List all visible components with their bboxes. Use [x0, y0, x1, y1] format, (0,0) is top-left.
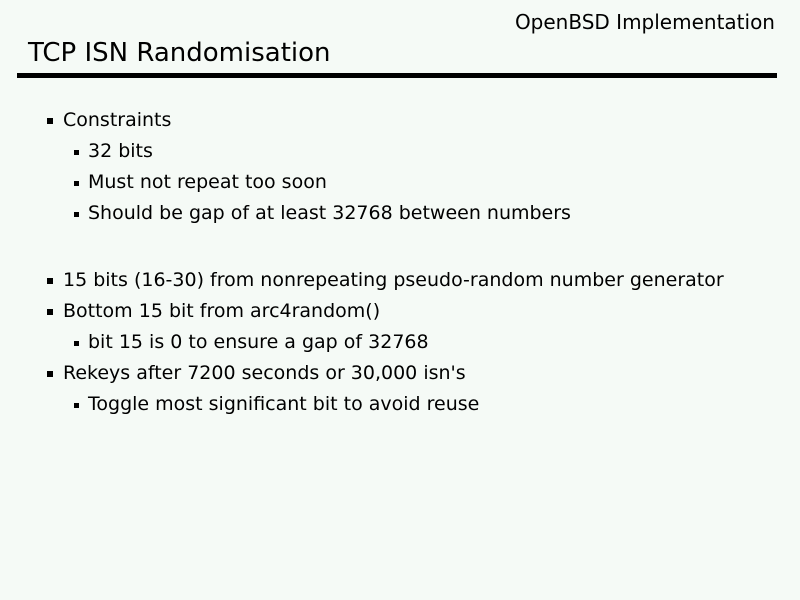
bullet-item	[0, 296, 800, 327]
bullet-item	[0, 265, 800, 296]
bullet-item-label: bit 15 is 0 to ensure a gap of 32768	[88, 331, 429, 353]
page-title: TCP ISN Randomisation	[28, 38, 331, 68]
bullet-item	[0, 358, 800, 389]
bullet-item-label: Toggle most significant bit to avoid reuse	[88, 393, 480, 415]
bullet-square-icon	[47, 118, 53, 124]
bullet-square-icon	[74, 150, 79, 155]
bullet-item-label: 15 bits (16-30) from nonrepeating pseudo-random number generator	[63, 269, 724, 291]
bullet-item-label: 32 bits	[88, 140, 153, 162]
title-divider	[17, 73, 777, 78]
bullet-square-icon	[47, 309, 53, 315]
bullet-item	[0, 105, 800, 136]
bullet-item	[0, 327, 800, 358]
slide-header: OpenBSD Implementation	[514, 10, 775, 34]
bullet-group-constraints	[0, 105, 800, 229]
bullet-square-icon	[47, 278, 53, 284]
bullet-square-icon	[74, 341, 79, 346]
bullet-square-icon	[74, 403, 79, 408]
bullet-square-icon	[47, 371, 53, 377]
bullet-item-label: Constraints	[63, 109, 172, 131]
bullet-item	[0, 167, 800, 198]
bullet-item-label: Should be gap of at least 32768 between numbers	[88, 202, 571, 224]
bullet-item	[0, 136, 800, 167]
bullet-group-implementation	[0, 265, 800, 420]
slide-content	[0, 105, 800, 420]
bullet-square-icon	[74, 181, 79, 186]
bullet-item-label: Bottom 15 bit from arc4random()	[63, 300, 381, 322]
bullet-item	[0, 198, 800, 229]
bullet-item-label: Must not repeat too soon	[88, 171, 327, 193]
bullet-square-icon	[74, 212, 79, 217]
bullet-item-label: Rekeys after 7200 seconds or 30,000 isn's	[63, 362, 466, 384]
bullet-item	[0, 389, 800, 420]
